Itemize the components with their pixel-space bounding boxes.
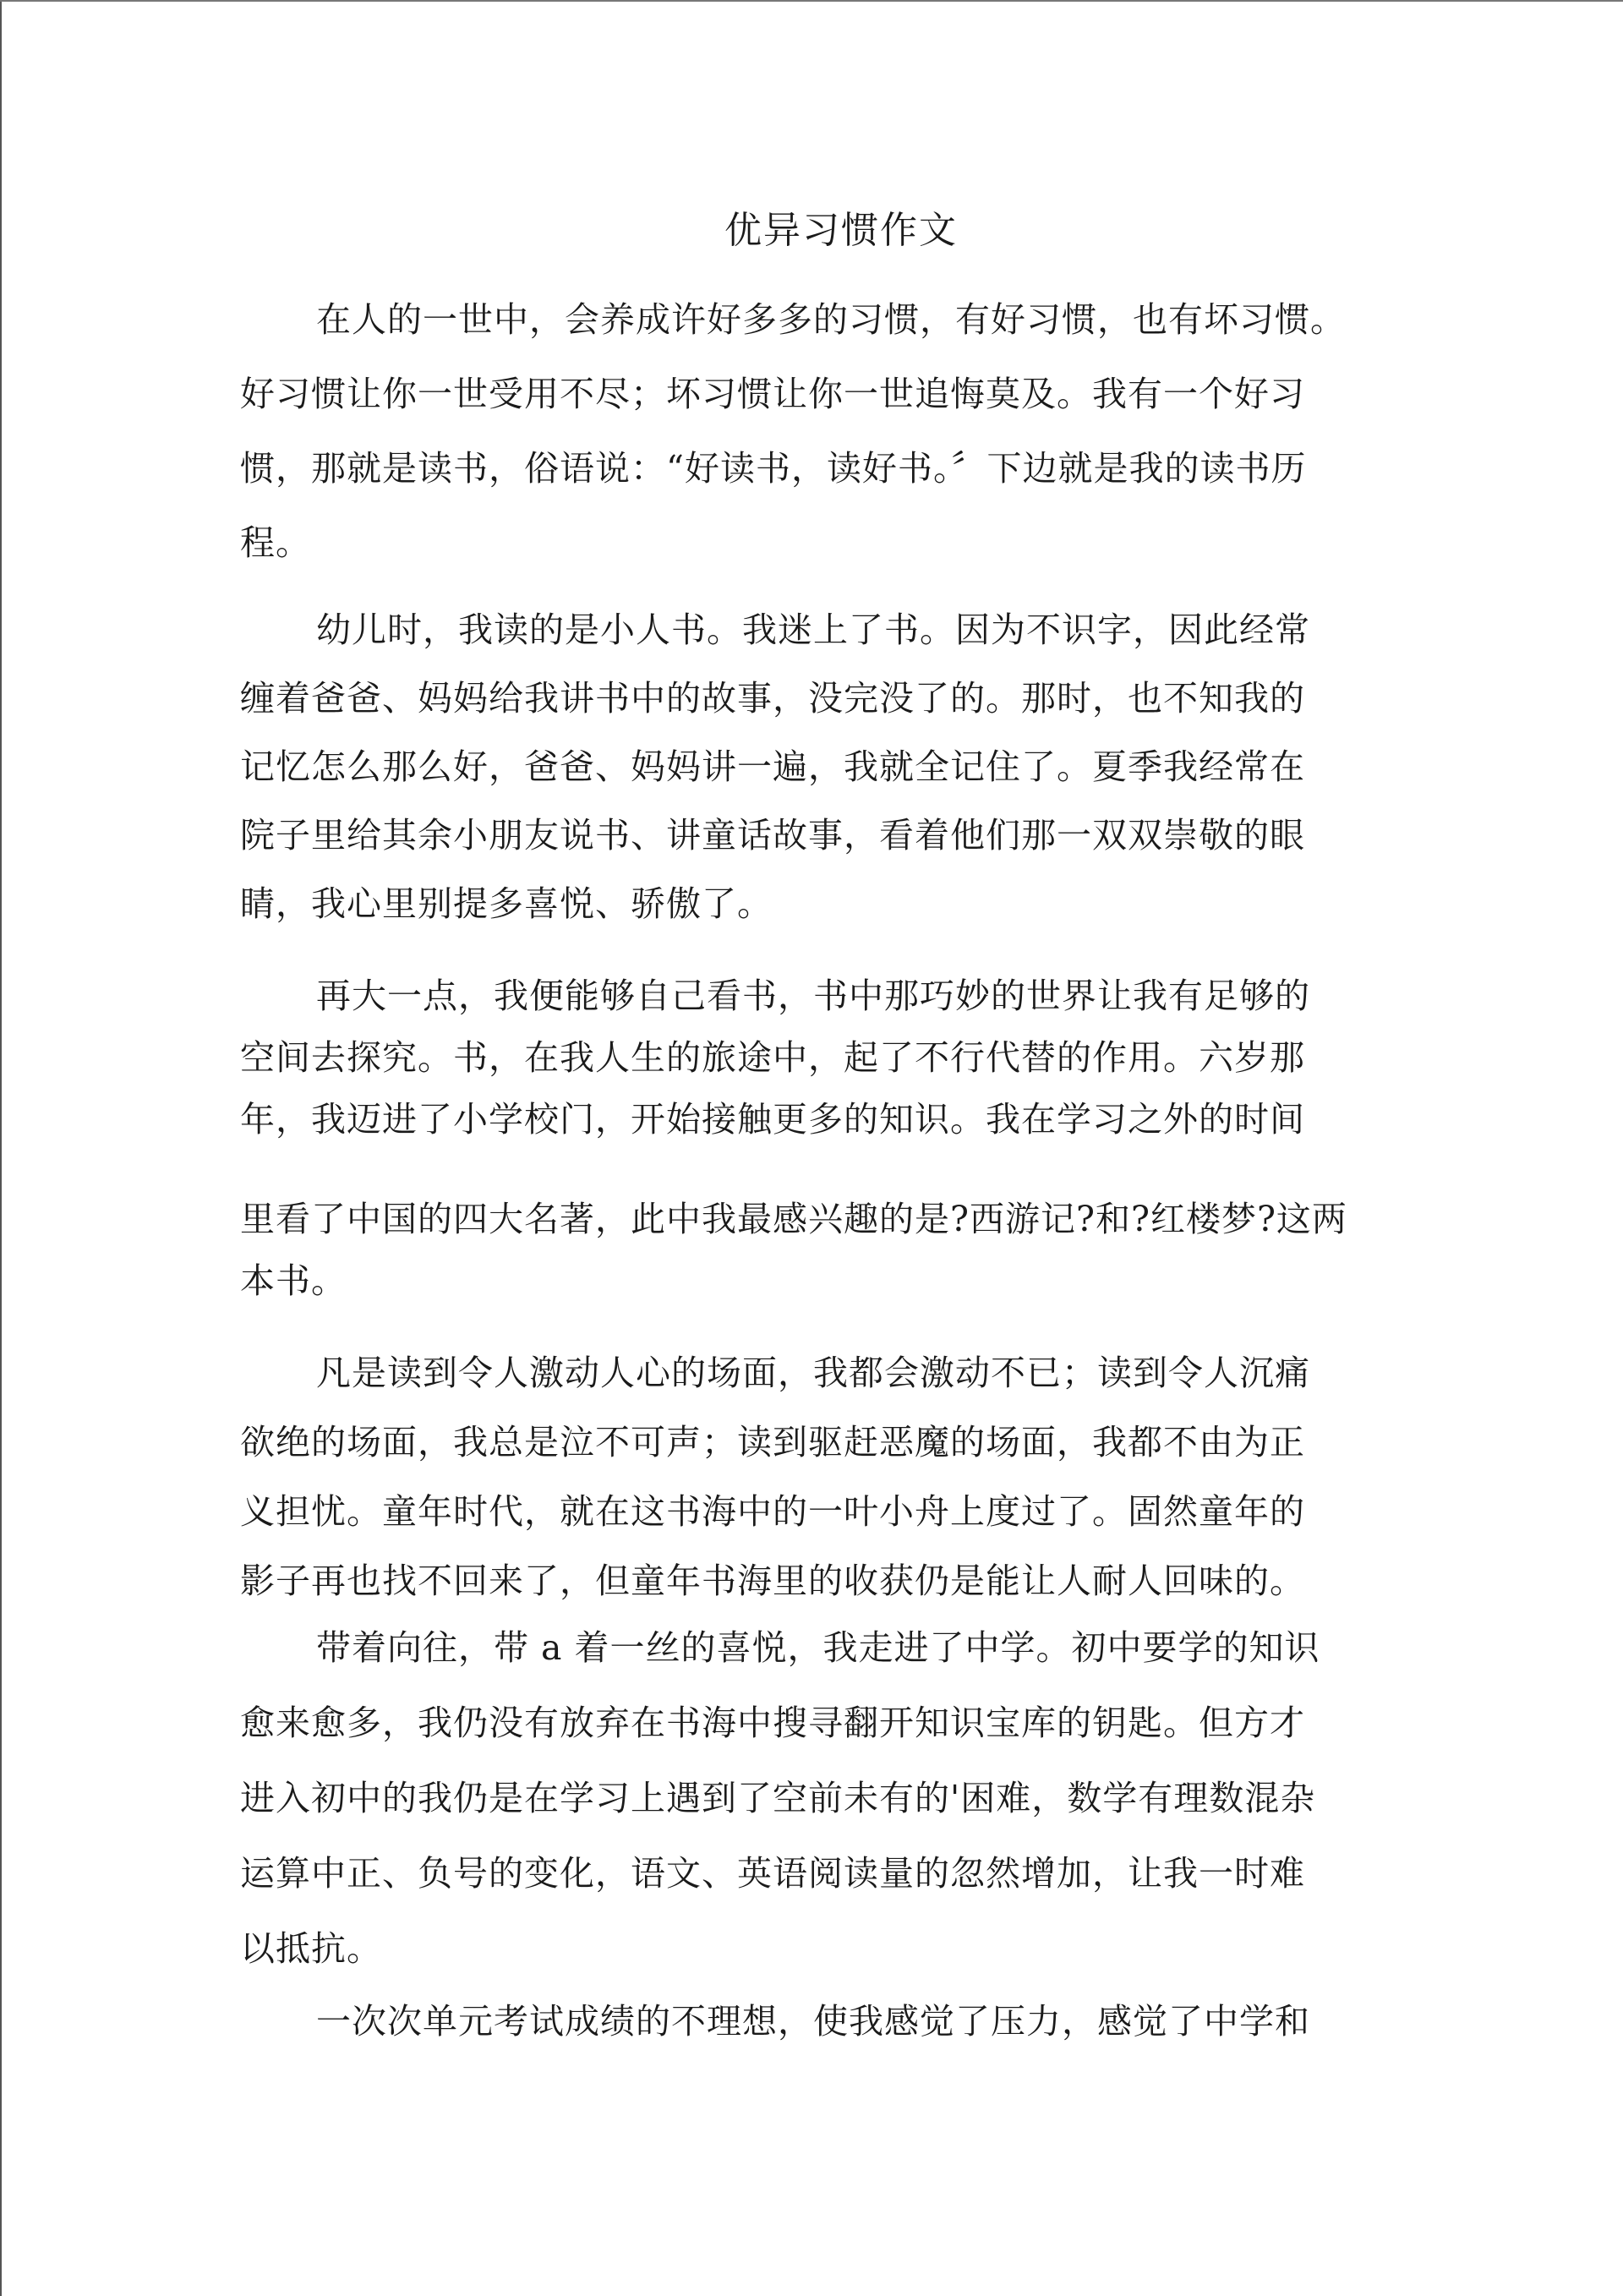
paragraph-line: 一次次单元考试成绩的不理想，使我感觉了压力，感觉了中学和 <box>316 2001 1310 2042</box>
paragraph-line: 缠着爸爸、妈妈给我讲书中的故事，没完没了的。那时，也不知我的 <box>240 678 1305 719</box>
paragraph-line: 年，我迈进了小学校门，开始接触更多的知识。我在学习之外的时间 <box>240 1099 1305 1140</box>
paragraph-line: 程。 <box>240 522 311 563</box>
paragraph-6 <box>240 1610 1390 1987</box>
document-title: 优异习惯作文 <box>724 209 958 252</box>
paragraph-line: 带着向往，带 a 着一丝的喜悦，我走进了中学。初中要学的知识 <box>316 1627 1320 1668</box>
page-edge-top <box>0 0 1623 2</box>
paragraph-1 <box>240 282 1390 580</box>
paragraph-line: 里看了中国的四大名著，此中我最感兴趣的是?西游记?和?红楼梦?这两 <box>240 1199 1347 1239</box>
paragraph-line: 好习惯让你一世受用不尽；坏习惯让你一世追悔莫及。我有一个好习 <box>240 374 1305 414</box>
paragraph-line: 运算中正、负号的变化，语文、英语阅读量的忽然增加，让我一时难 <box>240 1853 1305 1894</box>
paragraph-line: 幼儿时，我读的是小人书。我迷上了书。因为不识字，因此经常 <box>316 610 1310 650</box>
paragraph-line: 记忆怎么那么好，爸爸、妈妈讲一遍，我就全记住了。夏季我经常在 <box>240 746 1305 787</box>
paragraph-2 <box>240 596 1390 938</box>
paragraph-line: 空间去探究。书，在我人生的旅途中，起了不行代替的作用。六岁那 <box>240 1037 1305 1078</box>
paragraph-line: 以抵抗。 <box>240 1928 382 1969</box>
paragraph-line: 本书。 <box>240 1260 347 1301</box>
paragraph-line: 惯，那就是读书，俗语说：“好读书，读好书。〞下边就是我的读书历 <box>240 448 1307 489</box>
paragraph-line: 愈来愈多，我仍没有放弃在书海中搜寻翻开知识宝库的钥匙。但方才 <box>240 1703 1305 1743</box>
paragraph-line: 院子里给其余小朋友说书、讲童话故事，看着他们那一双双崇敬的眼 <box>240 815 1305 856</box>
paragraph-5 <box>240 1338 1390 1615</box>
paragraph-line: 欲绝的场面，我总是泣不可声；读到驱赶恶魔的场面，我都不由为正 <box>240 1422 1305 1462</box>
paragraph-line: 进入初中的我仍是在学习上遇到了空前未有的'困难，数学有理数混杂 <box>240 1778 1316 1818</box>
page-edge <box>0 0 2 2296</box>
paragraph-3 <box>240 965 1390 1151</box>
paragraph-line: 凡是读到令人激动人心的场面，我都会激动不已；读到令人沉痛 <box>316 1353 1310 1393</box>
paragraph-line: 睛，我心里别提多喜悦、骄傲了。 <box>240 883 773 924</box>
paragraph-line: 再大一点，我便能够自己看书，书中那巧妙的世界让我有足够的 <box>316 976 1310 1016</box>
paragraph-7 <box>240 1987 1390 2056</box>
paragraph-line: 义担忧。童年时代，就在这书海中的一叶小舟上度过了。固然童年的 <box>240 1491 1305 1532</box>
paragraph-4 <box>240 1189 1390 1312</box>
paragraph-line: 在人的一世中，会养成许好多多的习惯，有好习惯，也有坏习惯。 <box>316 299 1346 340</box>
paragraph-line: 影子再也找不回来了，但童年书海里的收获仍是能让人耐人回味的。 <box>240 1561 1305 1601</box>
